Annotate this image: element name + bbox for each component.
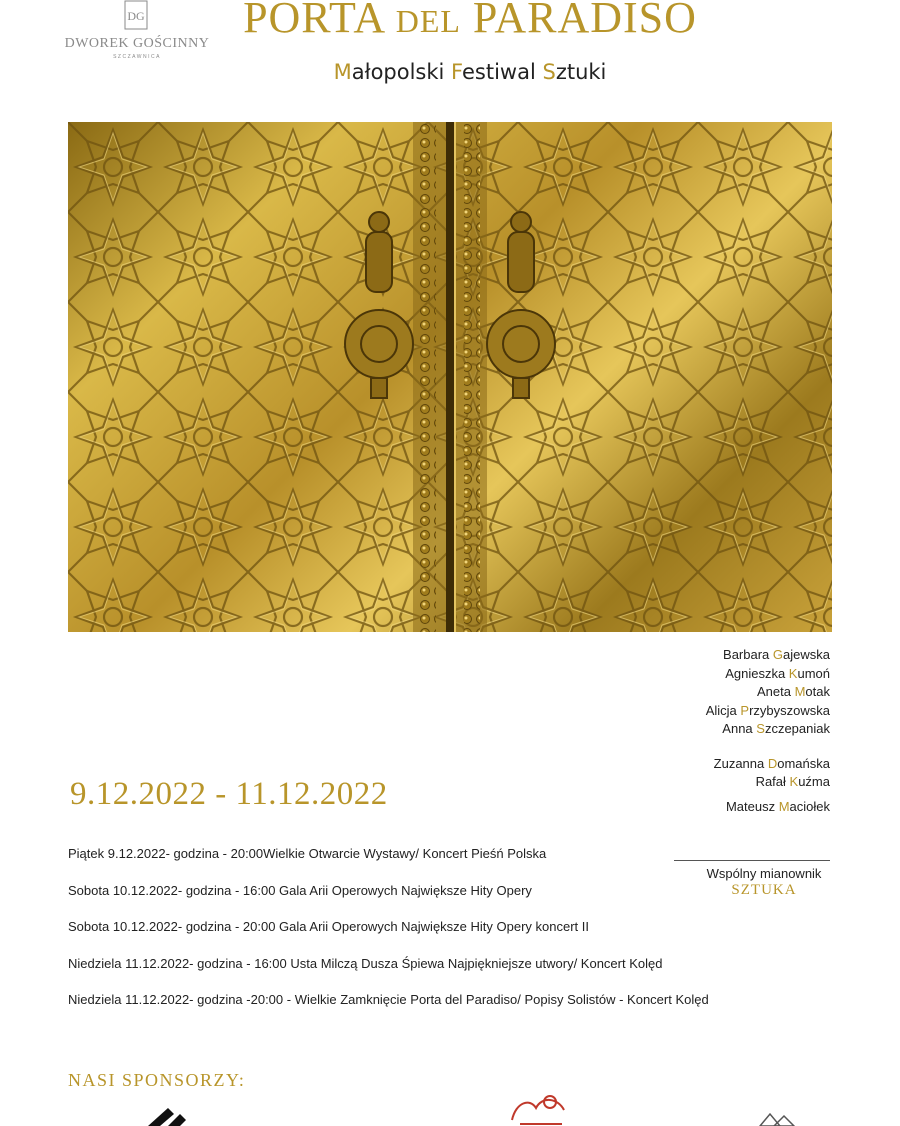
subtitle-word: estiwal — [461, 60, 543, 84]
subtitle-initial: F — [451, 60, 462, 84]
dg-monogram-icon — [124, 0, 148, 30]
artist-name: Barbara Gajewska — [723, 647, 830, 662]
golden-door-image — [68, 122, 832, 632]
festival-subtitle — [210, 60, 730, 84]
event-schedule — [68, 846, 709, 1029]
artist-name: Zuzanna Domańska — [713, 755, 830, 771]
page-title: PORTA DEL PARADISO — [243, 0, 697, 42]
artist-name: Mateusz Maciołek — [725, 798, 830, 814]
subtitle-word: ałopolski — [351, 60, 452, 84]
svg-text:DG: DG — [127, 9, 145, 23]
sponsor-logo-1 — [140, 1106, 190, 1126]
artist-name: Anna Szczepaniak — [722, 721, 830, 736]
schedule-item: Sobota 10.12.2022- godzina - 20:00 Gala Arii Operowych Największe Hity Opery koncert II — [68, 919, 589, 934]
subtitle-word: ztuki — [555, 60, 607, 84]
motto-word: SZTUKA — [731, 882, 797, 898]
logo-name: DWOREK GOŚCINNY — [64, 36, 210, 51]
subtitle-initial: M — [333, 60, 352, 84]
schedule-item: Niedziela 11.12.2022- godzina -20:00 - Wielkie Zamknięcie Porta del Paradiso/ Popisy Solistów - Koncert Kolęd — [68, 992, 709, 1007]
schedule-item: Niedziela 11.12.2022- godzina - 16:00 Usta Milczą Dusza Śpiewa Najpiękniejsze utwory/ Koncert Kolęd — [68, 955, 663, 971]
festival-dates: 9.12.2022 - 11.12.2022 — [70, 776, 388, 812]
sponsors-heading: NASI SPONSORZY: — [68, 1070, 246, 1090]
artist-name: Rafał Kuźma — [755, 774, 830, 789]
artist-list — [706, 646, 830, 816]
divider — [674, 860, 830, 861]
schedule-item: Piątek 9.12.2022- godzina - 20:00Wielkie Otwarcie Wystawy/ Koncert Pieśń Polska — [68, 846, 547, 861]
motto-line: Wspólny mianownik — [706, 866, 822, 881]
artist-name: Alicja Przybyszowska — [705, 702, 830, 718]
schedule-item: Sobota 10.12.2022- godzina - 16:00 Gala Arii Operowych Największe Hity Opery — [68, 882, 532, 898]
subtitle-initial: S — [542, 60, 556, 84]
logo-subtitle: SZCZAWNICA — [113, 54, 161, 60]
artist-name: Aneta Motak — [756, 684, 830, 699]
venue-logo — [62, 0, 212, 70]
sponsor-logo-3 — [756, 1112, 796, 1126]
artist-name: Agnieszka Kumoń — [725, 665, 830, 681]
sponsor-logo-2 — [506, 1092, 576, 1126]
motto — [674, 866, 854, 899]
